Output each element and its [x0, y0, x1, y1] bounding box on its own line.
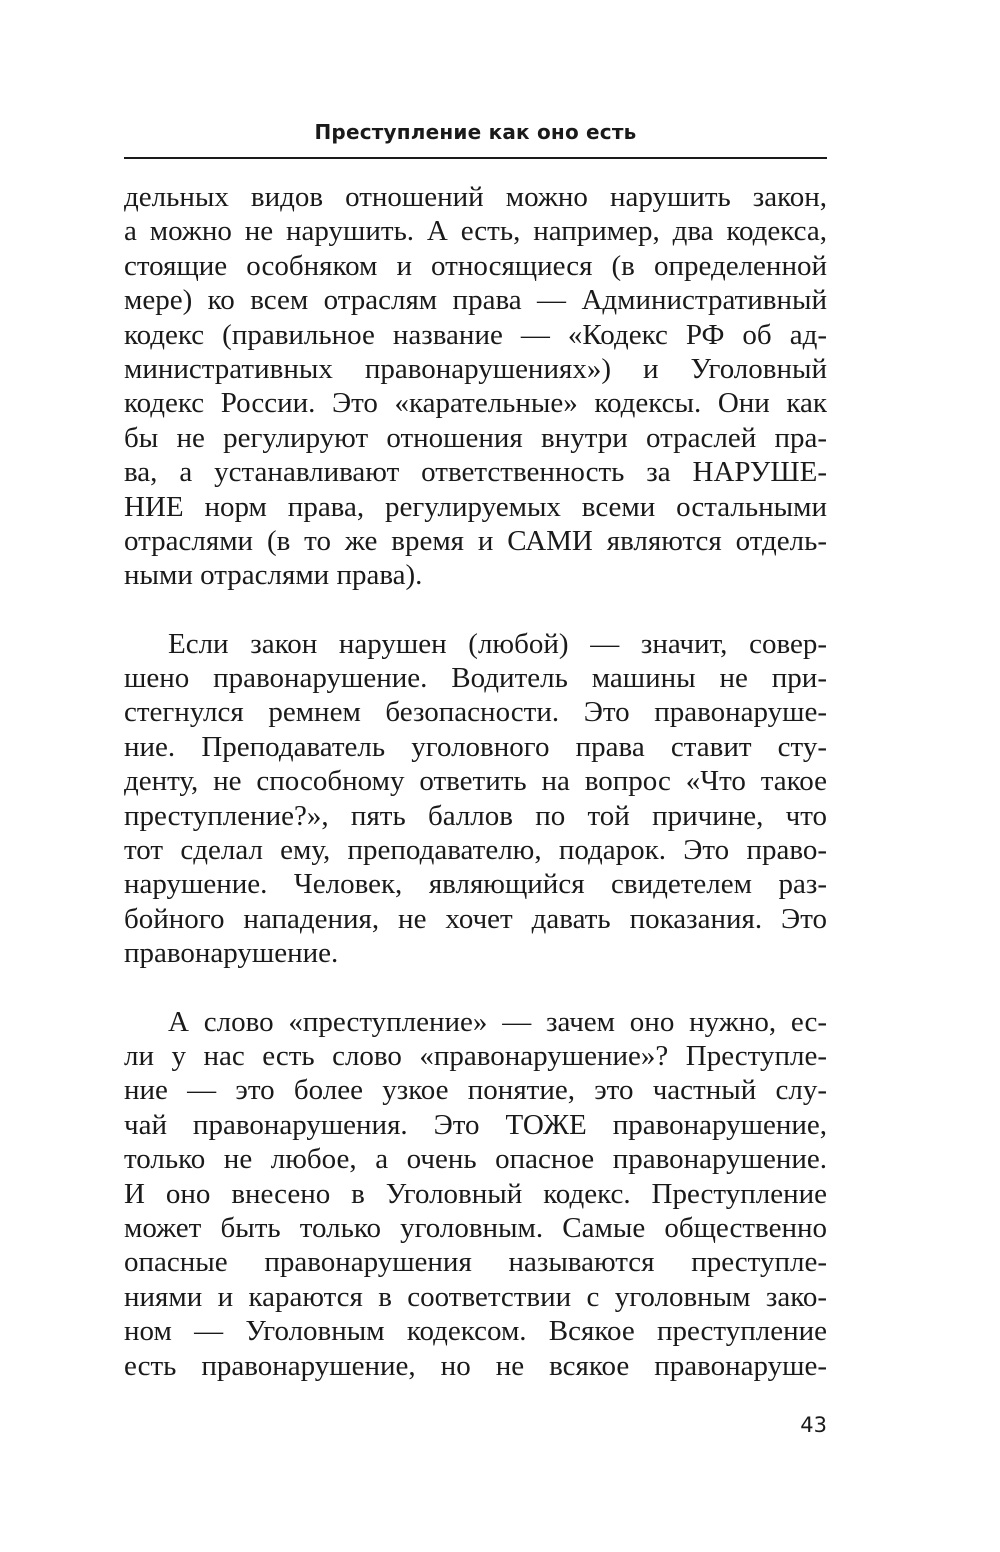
- paragraph-1: [124, 180, 827, 593]
- text-line: преступление?», пять баллов по той причине, что: [124, 799, 827, 832]
- text-line: кодекс России. Это «карательные» кодексы. Они как: [124, 387, 827, 420]
- running-head: Преступление как оно есть: [314, 120, 637, 144]
- text-line: И оно внесено в Уголовный кодекс. Преступление: [124, 1177, 827, 1210]
- body-text: [124, 180, 827, 1383]
- text-line: стегнулся ремнем безопасности. Это правонаруше-: [124, 696, 827, 729]
- text-line: нарушение. Человек, являющийся свидетелем раз-: [124, 868, 827, 901]
- text-line: А слово «преступление» — зачем оно нужно, ес-: [168, 1005, 827, 1038]
- text-line: министративных правонарушениях») и Уголовный: [124, 352, 827, 385]
- text-line: ными отраслями права).: [124, 559, 423, 592]
- text-line: дельных видов отношений можно нарушить закон,: [124, 181, 827, 213]
- header-rule: [124, 157, 827, 159]
- text-line: денту, не способному ответить на вопрос «Что такое: [124, 765, 827, 798]
- text-line: ва, а устанавливают ответственность за НАРУШЕ-: [124, 456, 827, 489]
- text-line: чай правонарушения. Это ТОЖЕ правонарушение,: [124, 1108, 827, 1141]
- text-line: опасные правонарушения называются преступле-: [124, 1246, 827, 1279]
- text-line: тот сделал ему, преподавателю, подарок. Это право-: [124, 834, 827, 867]
- text-line: стоящие особняком и относящиеся (в определенной: [124, 249, 827, 282]
- text-line: отраслями (в то же время и САМИ являются отдель-: [124, 524, 827, 557]
- page-number: 43: [800, 1413, 827, 1437]
- text-line: а можно не нарушить. А есть, например, два кодекса,: [124, 215, 827, 248]
- text-line: может быть только уголовным. Самые общественно: [124, 1211, 827, 1244]
- text-line: НИЕ норм права, регулируемых всеми остальными: [124, 490, 827, 523]
- text-line: ниями и караются в соответствии с уголовным зако-: [124, 1280, 827, 1313]
- text-line: ние — это более узкое понятие, это частный слу-: [124, 1074, 827, 1107]
- text-line: шено правонарушение. Водитель машины не при-: [124, 662, 827, 695]
- paragraph-2: [124, 627, 827, 971]
- text-line: бойного нападения, не хочет давать показания. Это: [124, 902, 827, 935]
- text-line: правонарушение.: [124, 937, 339, 970]
- text-line: ли у нас есть слово «правонарушение»? Преступле-: [124, 1039, 827, 1072]
- text-line: есть правонарушение, но не всякое правонаруше-: [124, 1349, 827, 1382]
- text-line: мере) ко всем отраслям права — Административный: [124, 284, 827, 317]
- text-line: Если закон нарушен (любой) — значит, совер-: [168, 627, 827, 660]
- text-line: ние. Преподаватель уголовного права ставит сту-: [124, 730, 827, 763]
- text-line: кодекс (правильное название — «Кодекс РФ об ад-: [124, 318, 827, 351]
- text-line: только не любое, а очень опасное правонарушение.: [124, 1143, 827, 1176]
- text-line: ном — Уголовным кодексом. Всякое преступление: [124, 1315, 827, 1348]
- paragraph-3: [124, 1005, 827, 1383]
- text-line: бы не регулируют отношения внутри отраслей пра-: [124, 421, 827, 454]
